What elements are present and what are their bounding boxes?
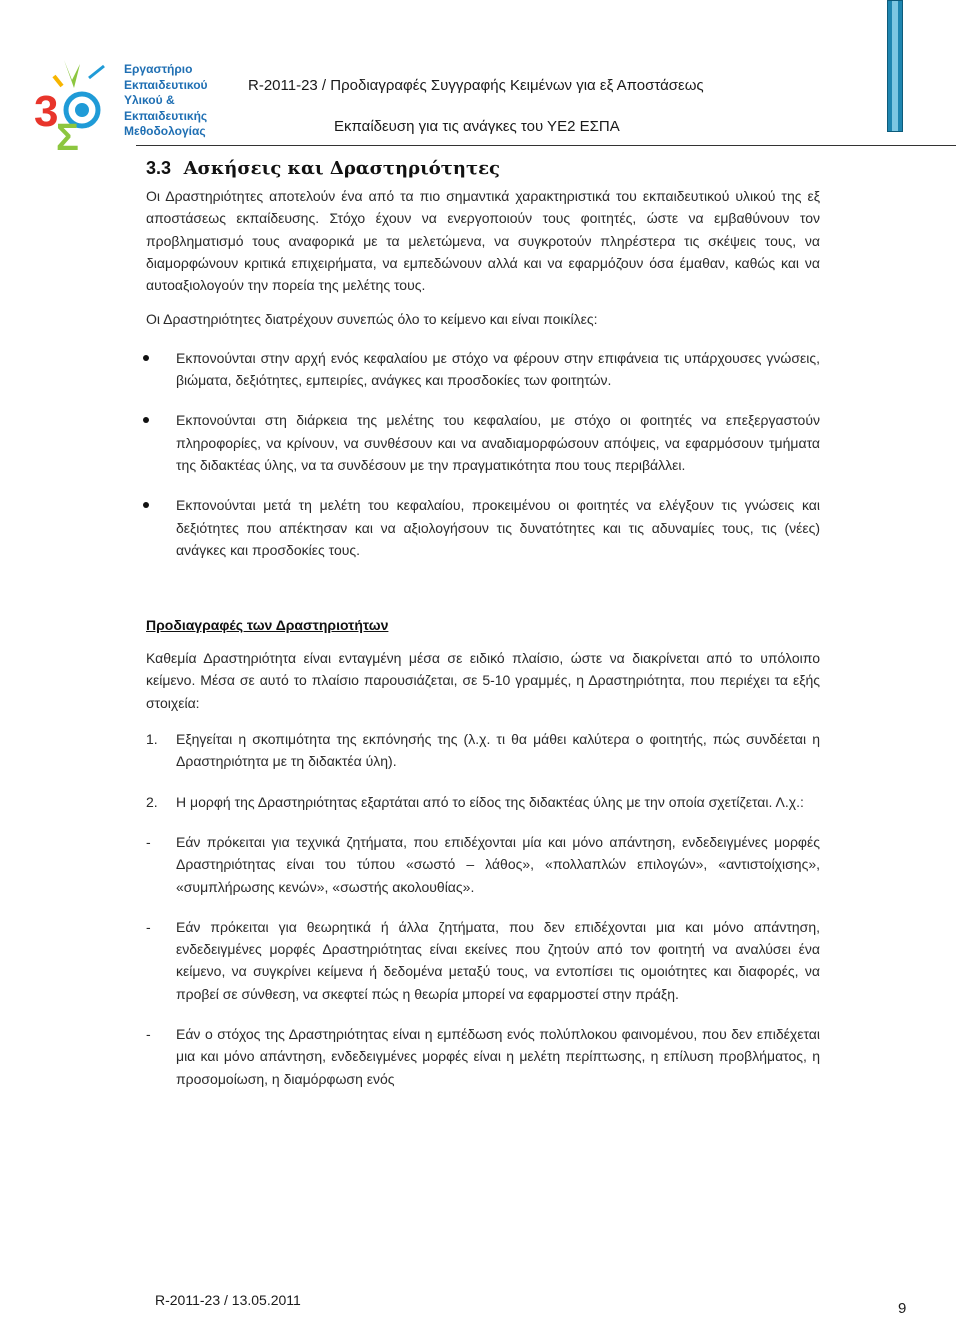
- list-item: [146, 728, 820, 773]
- section-title: [146, 158, 820, 179]
- side-tab-decoration: [887, 0, 903, 132]
- activities-list: [146, 347, 820, 561]
- specs-heading: Προδιαγραφές των Δραστηριοτήτων: [146, 617, 389, 634]
- list-item: [146, 347, 820, 392]
- list-item: [146, 791, 820, 813]
- list-item-text: Εάν ο στόχος της Δραστηριότητας είναι η εμπέδωση ενός πολύπλοκου φαινομένου, που δεν επιδέχεται μια και μόνο απάντηση, ενδεδειγμένες μορφές είναι η μελέτη περίπτωσης, η επίλυση προβλήματος, η προσομοίωση, η διαμόρφωση ενός: [176, 1026, 820, 1087]
- bullet-icon: [143, 417, 149, 423]
- specs-numbered-list: [146, 728, 820, 813]
- section-intro: Οι Δραστηριότητες αποτελούν ένα από τα πιο σημαντικά χαρακτηριστικά του εκπαιδευτικού υλικού της εξ αποστάσεως εκπαίδευσης. Στόχο έχουν να ενεργοποιούν τους φοιτητές, ώστε να εμβαθύνουν τον προβληματισμό τους αναφορικά με τα μελετώμενα, να συγκροτούν πληρέστερα τις σκέψεις τους, να διαμορφώνουν κριτικά επιχειρήματα, να εμπεδώνουν αλλά και να εφαρμόζουν όσα έμαθαν, καθώς και να αυτοαξιολογούν την πορεία της μελέτης τους.: [146, 188, 820, 294]
- header-divider: [136, 145, 956, 146]
- logo-text: [124, 62, 208, 140]
- list-item: [146, 409, 820, 476]
- list-marker: ‐: [146, 918, 151, 935]
- list-item-text: Εκπονούνται στη διάρκεια της μελέτης του κεφαλαίου, με στόχο οι φοιτητές να επεξεργαστούν πληροφορίες, να κρίνουν, να συνθέσουν και να αναδιαμορφώσουν απόψεις, να εφαρμόσουν τμήματα της διδακτέας ύλης, να τα συνδέσουν με την πραγματικότητα που τους περιβάλλει.: [176, 412, 820, 473]
- list-marker: ‐: [146, 1026, 151, 1043]
- list-item: [146, 1023, 820, 1090]
- logo-line: Μεθοδολογίας: [124, 124, 206, 138]
- svg-text:Σ: Σ: [56, 117, 79, 154]
- header-title: R‐2011‐23 / Προδιαγραφές Συγγραφής Κειμένων για εξ Αποστάσεως: [248, 77, 704, 94]
- logo-line: Εκπαιδευτικής: [124, 108, 208, 123]
- specs-intro: Καθεμία Δραστηριότητα είναι ενταγμένη μέσα σε ειδικό πλαίσιο, ώστε να διακρίνεται από το υπόλοιπο κείμενο. Μέσα σε αυτό το πλαίσιο παρουσιάζεται, σε 5‐10 γραμμές, η Δραστηριότητα, που περιέχει τα εξής στοιχεία:: [146, 650, 820, 711]
- list-item-text: Εάν πρόκειται για τεχνικά ζητήματα, που επιδέχονται μία και μόνο απάντηση, ενδεδειγμένες μορφές Δραστηριότητας είναι του τύπου «σωστό – λάθος», «πολλαπλών επιλογών», «αντιστοίχισης», «συμπλήρωσης κενών», «σωστής ακολουθίας».: [176, 833, 820, 895]
- bullet-icon: [143, 502, 149, 508]
- logo-line: Υλικού &: [124, 93, 175, 107]
- header-subtitle: Εκπαίδευση για τις ανάγκες του ΥΕ2 ΕΣΠΑ: [334, 118, 620, 135]
- section-number: 3.3: [146, 158, 172, 178]
- svg-text:3: 3: [34, 87, 59, 136]
- list-item-text: Εάν πρόκειται για θεωρητικά ή άλλα ζητήματα, που δεν επιδέχονται μια και μόνο απάντηση, ενδεδειγμένες μορφές Δραστηριότητας είναι εκείνες που ζητούν από τον φοιτητή να αναλύσει ένα κείμενο, να συγκρίνει κείμενα ή δεδομένα μεταξύ τους, να εντοπίσει τις ομοιότητες και διαφορές, να προβεί σε σύνθεση, να σκεφτεί πώς η θεωρία μπορεί να εφαρμοστεί στην πράξη.: [176, 918, 820, 1002]
- logo-line: Εργαστήριο: [124, 62, 193, 76]
- list-item: [146, 916, 820, 1005]
- lab-logo: [34, 58, 214, 154]
- list-item-text: Εκπονούνται μετά τη μελέτη του κεφαλαίου, προκειμένου οι φοιτητές να ελέγξουν τις γνώσεις και δεξιότητες που απέκτησαν και να αξιολογήσουν τις δυνατότητες και τις αδυναμίες τους, τις (νέες) ανάγκες και προσδοκίες τους.: [176, 497, 820, 558]
- list-item-text: Η μορφή της Δραστηριότητας εξαρτάται από το είδος της διδακτέας ύλης με την οποία σχετίζεται. Λ.χ.:: [176, 793, 804, 810]
- list-marker: ‐: [146, 833, 151, 850]
- page-number: 9: [898, 1300, 907, 1317]
- list-item: [146, 494, 820, 561]
- page-content: [146, 158, 820, 1108]
- logo-mark-icon: [34, 58, 124, 154]
- section-title-text: Ασκήσεις και Δραστηριότητες: [183, 158, 501, 179]
- list-item: [146, 831, 820, 898]
- list-marker: 2.: [146, 793, 158, 810]
- specs-dashed-list: [146, 831, 820, 1090]
- list-item-text: Εξηγείται η σκοπιμότητα της εκπόνησής της (λ.χ. τι θα μάθει καλύτερα ο φοιτητής, πώς συνδέεται η Δραστηριότητα με τη διδακτέα ύλη).: [176, 731, 820, 770]
- list-item-text: Εκπονούνται στην αρχή ενός κεφαλαίου με στόχο να φέρουν στην επιφάνεια τις υπάρχουσες γνώσεις, βιώματα, δεξιότητες, εμπειρίες, ανάγκες και προσδοκίες των φοιτητών.: [176, 349, 820, 389]
- bullet-icon: [143, 355, 149, 361]
- section-lead: Οι Δραστηριότητες διατρέχουν συνεπώς όλο το κείμενο και είναι ποικίλες:: [146, 311, 598, 328]
- list-marker: 1.: [146, 731, 158, 748]
- logo-line: Εκπαιδευτικού: [124, 77, 208, 92]
- footer-reference: R‐2011‐23 / 13.05.2011: [155, 1292, 301, 1308]
